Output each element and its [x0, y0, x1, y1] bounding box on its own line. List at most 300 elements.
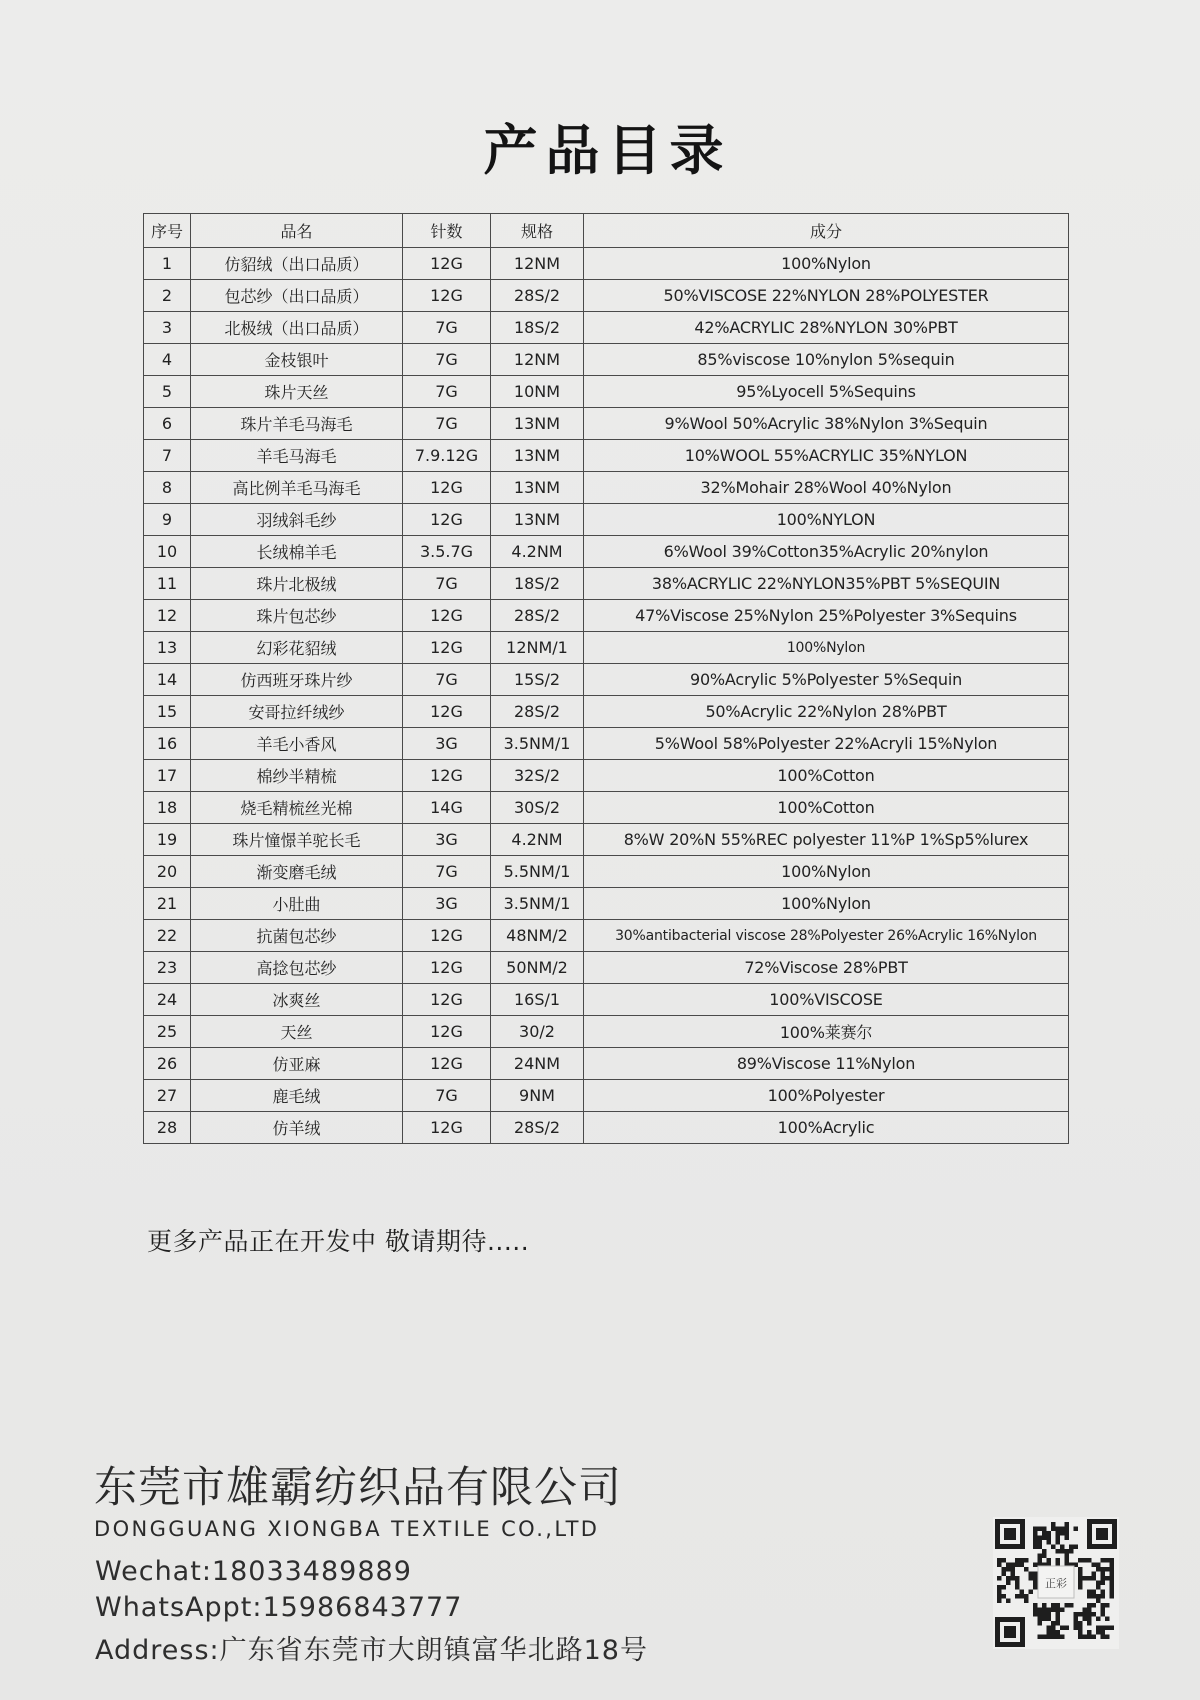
qr-module — [1056, 1612, 1061, 1617]
header-gauge: 针数 — [403, 214, 491, 248]
cell-spec: 13NM — [491, 440, 584, 472]
qr-module — [1020, 1594, 1025, 1599]
cell-gauge: 3G — [403, 824, 491, 856]
table-row — [144, 760, 1069, 792]
qr-module — [1047, 1626, 1052, 1631]
qr-module — [1033, 1572, 1038, 1577]
qr-module — [1110, 1567, 1115, 1572]
qr-module — [1033, 1540, 1038, 1545]
qr-module — [1002, 1585, 1007, 1590]
qr-module — [1033, 1531, 1038, 1536]
qr-module — [1015, 1581, 1020, 1586]
qr-module — [997, 1558, 1002, 1563]
qr-module — [1092, 1603, 1097, 1608]
table-row — [144, 1112, 1069, 1144]
qr-module — [1065, 1554, 1070, 1559]
cell-gauge: 3G — [403, 728, 491, 760]
cell-gauge: 12G — [403, 1112, 491, 1144]
cell-composition: 100%Nylon — [584, 888, 1069, 920]
cell-name: 包芯纱（出口品质） — [191, 280, 403, 312]
qr-module — [1033, 1603, 1038, 1608]
qr-module — [1065, 1603, 1070, 1608]
cell-gauge: 12G — [403, 760, 491, 792]
qr-module — [1096, 1626, 1101, 1631]
qr-module — [1069, 1603, 1074, 1608]
cell-composition: 9%Wool 50%Acrylic 38%Nylon 3%Sequin — [584, 408, 1069, 440]
cell-no: 21 — [144, 888, 191, 920]
address-contact: Address:广东省东莞市大朗镇富华北路18号 — [95, 1635, 648, 1666]
cell-composition: 95%Lyocell 5%Sequins — [584, 376, 1069, 408]
qr-module — [1110, 1563, 1115, 1568]
qr-module — [1006, 1567, 1011, 1572]
qr-module — [1060, 1608, 1065, 1613]
cell-name: 羊毛马海毛 — [191, 440, 403, 472]
qr-module — [1065, 1549, 1070, 1554]
qr-module — [1101, 1603, 1106, 1608]
cell-composition: 100%Nylon — [584, 856, 1069, 888]
qr-module — [1056, 1630, 1061, 1635]
more-products-note: 更多产品正在开发中 敬请期待..... — [147, 1227, 530, 1256]
table-row — [144, 888, 1069, 920]
qr-module — [1033, 1585, 1038, 1590]
qr-module — [1047, 1617, 1052, 1622]
cell-no: 20 — [144, 856, 191, 888]
qr-module — [1110, 1581, 1115, 1586]
cell-spec: 5.5NM/1 — [491, 856, 584, 888]
cell-no: 14 — [144, 664, 191, 696]
qr-module — [1101, 1558, 1106, 1563]
qr-module — [1083, 1635, 1088, 1640]
cell-gauge: 3.5.7G — [403, 536, 491, 568]
qr-module — [1078, 1621, 1083, 1626]
qr-module — [1056, 1549, 1061, 1554]
qr-code-icon — [993, 1517, 1119, 1649]
qr-module — [1033, 1527, 1038, 1532]
cell-composition: 38%ACRYLIC 22%NYLON35%PBT 5%SEQUIN — [584, 568, 1069, 600]
cell-name: 珠片包芯纱 — [191, 600, 403, 632]
cell-no: 2 — [144, 280, 191, 312]
qr-module — [1101, 1635, 1106, 1640]
qr-module — [1078, 1630, 1083, 1635]
qr-module — [1006, 1599, 1011, 1604]
table-row — [144, 536, 1069, 568]
table-row — [144, 376, 1069, 408]
qr-module — [1078, 1626, 1083, 1631]
table-header-row — [144, 214, 1069, 248]
qr-module — [1047, 1630, 1052, 1635]
table-row — [144, 504, 1069, 536]
qr-module — [1047, 1558, 1052, 1563]
qr-module — [1047, 1531, 1052, 1536]
qr-module — [1011, 1572, 1016, 1577]
qr-module — [1105, 1558, 1110, 1563]
cell-composition: 10%WOOL 55%ACRYLIC 35%NYLON — [584, 440, 1069, 472]
qr-module — [1105, 1635, 1110, 1640]
cell-composition: 5%Wool 58%Polyester 22%Acryli 15%Nylon — [584, 728, 1069, 760]
table-row — [144, 568, 1069, 600]
qr-module — [1065, 1626, 1070, 1631]
cell-name: 幻彩花貂绒 — [191, 632, 403, 664]
qr-module — [1069, 1549, 1074, 1554]
qr-module — [1096, 1594, 1101, 1599]
cell-composition: 32%Mohair 28%Wool 40%Nylon — [584, 472, 1069, 504]
cell-name: 仿亚麻 — [191, 1048, 403, 1080]
qr-module — [1101, 1612, 1106, 1617]
cell-name: 棉纱半精梳 — [191, 760, 403, 792]
cell-gauge: 12G — [403, 472, 491, 504]
cell-no: 11 — [144, 568, 191, 600]
whatsapp-contact: WhatsAppt:15986843777 — [95, 1592, 463, 1623]
qr-module — [1060, 1626, 1065, 1631]
cell-gauge: 12G — [403, 1048, 491, 1080]
cell-spec: 13NM — [491, 408, 584, 440]
qr-module — [1024, 1594, 1029, 1599]
qr-module — [1056, 1617, 1061, 1622]
qr-module — [1110, 1626, 1115, 1631]
cell-name: 小肚曲 — [191, 888, 403, 920]
cell-gauge: 7G — [403, 568, 491, 600]
qr-module — [1015, 1558, 1020, 1563]
cell-name: 高比例羊毛马海毛 — [191, 472, 403, 504]
cell-spec: 32S/2 — [491, 760, 584, 792]
cell-gauge: 12G — [403, 696, 491, 728]
table-row — [144, 408, 1069, 440]
qr-module — [1024, 1558, 1029, 1563]
qr-module — [1033, 1608, 1038, 1613]
table-row — [144, 440, 1069, 472]
qr-module — [1060, 1549, 1065, 1554]
cell-composition: 100%Nylon — [584, 632, 1069, 664]
cell-gauge: 3G — [403, 888, 491, 920]
qr-module — [1051, 1522, 1056, 1527]
cell-gauge: 12G — [403, 280, 491, 312]
qr-module — [1042, 1554, 1047, 1559]
qr-module — [1029, 1590, 1034, 1595]
cell-gauge: 7G — [403, 344, 491, 376]
cell-spec: 4.2NM — [491, 536, 584, 568]
qr-module — [1101, 1576, 1106, 1581]
cell-name: 金枝银叶 — [191, 344, 403, 376]
qr-module — [1015, 1594, 1020, 1599]
qr-module — [1002, 1594, 1007, 1599]
cell-spec: 9NM — [491, 1080, 584, 1112]
qr-module — [1096, 1630, 1101, 1635]
qr-module — [1051, 1621, 1056, 1626]
cell-spec: 4.2NM — [491, 824, 584, 856]
cell-no: 9 — [144, 504, 191, 536]
qr-module — [1024, 1567, 1029, 1572]
qr-module — [997, 1594, 1002, 1599]
qr-module — [1056, 1635, 1061, 1640]
qr-module — [1101, 1626, 1106, 1631]
table-row — [144, 728, 1069, 760]
cell-composition: 90%Acrylic 5%Polyester 5%Sequin — [584, 664, 1069, 696]
qr-module — [1033, 1536, 1038, 1541]
qr-module — [1047, 1635, 1052, 1640]
qr-module — [1002, 1567, 1007, 1572]
qr-module — [1042, 1536, 1047, 1541]
cell-composition: 100%Cotton — [584, 792, 1069, 824]
qr-module — [1078, 1576, 1083, 1581]
cell-gauge: 12G — [403, 1016, 491, 1048]
cell-composition: 72%Viscose 28%PBT — [584, 952, 1069, 984]
qr-module — [1078, 1585, 1083, 1590]
qr-module — [1096, 1567, 1101, 1572]
qr-module — [1110, 1576, 1115, 1581]
cell-no: 19 — [144, 824, 191, 856]
cell-name: 珠片北极绒 — [191, 568, 403, 600]
qr-module — [1038, 1558, 1043, 1563]
cell-gauge: 7G — [403, 376, 491, 408]
qr-module — [1078, 1581, 1083, 1586]
qr-module — [1033, 1581, 1038, 1586]
cell-name: 天丝 — [191, 1016, 403, 1048]
qr-module — [1038, 1608, 1043, 1613]
cell-no: 24 — [144, 984, 191, 1016]
cell-spec: 12NM — [491, 248, 584, 280]
qr-module — [1056, 1536, 1061, 1541]
qr-module — [1078, 1635, 1083, 1640]
qr-module — [1042, 1635, 1047, 1640]
cell-no: 1 — [144, 248, 191, 280]
header-composition: 成分 — [584, 214, 1069, 248]
qr-module — [1011, 1563, 1016, 1568]
qr-module — [1065, 1531, 1070, 1536]
qr-module — [1083, 1608, 1088, 1613]
qr-module — [1042, 1531, 1047, 1536]
qr-module — [1042, 1617, 1047, 1622]
cell-gauge: 12G — [403, 504, 491, 536]
qr-module — [1051, 1545, 1056, 1550]
qr-module — [1087, 1617, 1092, 1622]
table-row — [144, 472, 1069, 504]
cell-spec: 13NM — [491, 504, 584, 536]
cell-gauge: 12G — [403, 920, 491, 952]
qr-module — [997, 1563, 1002, 1568]
qr-module — [1051, 1635, 1056, 1640]
qr-module — [1092, 1563, 1097, 1568]
cell-name: 渐变磨毛绒 — [191, 856, 403, 888]
qr-module — [1087, 1576, 1092, 1581]
table-row — [144, 632, 1069, 664]
cell-no: 23 — [144, 952, 191, 984]
qr-module — [1096, 1585, 1101, 1590]
cell-no: 27 — [144, 1080, 191, 1112]
cell-gauge: 7G — [403, 856, 491, 888]
table-row — [144, 696, 1069, 728]
qr-module — [1087, 1594, 1092, 1599]
qr-module — [1083, 1617, 1088, 1622]
cell-name: 仿西班牙珠片纱 — [191, 664, 403, 696]
qr-module — [1056, 1540, 1061, 1545]
qr-module — [1083, 1576, 1088, 1581]
qr-module — [1051, 1630, 1056, 1635]
cell-no: 15 — [144, 696, 191, 728]
qr-module — [1092, 1572, 1097, 1577]
qr-module — [1051, 1626, 1056, 1631]
cell-composition: 50%VISCOSE 22%NYLON 28%POLYESTER — [584, 280, 1069, 312]
qr-module — [1074, 1612, 1079, 1617]
cell-spec: 3.5NM/1 — [491, 888, 584, 920]
cell-spec: 28S/2 — [491, 1112, 584, 1144]
qr-module — [1083, 1558, 1088, 1563]
cell-spec: 48NM/2 — [491, 920, 584, 952]
cell-no: 22 — [144, 920, 191, 952]
qr-module — [1056, 1603, 1061, 1608]
cell-spec: 12NM/1 — [491, 632, 584, 664]
qr-module — [1056, 1531, 1061, 1536]
qr-module — [1038, 1545, 1043, 1550]
cell-gauge: 12G — [403, 248, 491, 280]
qr-module — [1096, 1581, 1101, 1586]
qr-module — [1083, 1612, 1088, 1617]
qr-module — [1074, 1621, 1079, 1626]
qr-module — [1087, 1608, 1092, 1613]
qr-module — [1092, 1594, 1097, 1599]
cell-composition: 42%ACRYLIC 28%NYLON 30%PBT — [584, 312, 1069, 344]
cell-composition: 47%Viscose 25%Nylon 25%Polyester 3%Sequins — [584, 600, 1069, 632]
qr-module — [1056, 1621, 1061, 1626]
cell-spec: 24NM — [491, 1048, 584, 1080]
cell-no: 16 — [144, 728, 191, 760]
cell-no: 3 — [144, 312, 191, 344]
company-name-en: DONGGUANG XIONGBA TEXTILE CO.,LTD — [94, 1517, 600, 1541]
qr-module — [1011, 1576, 1016, 1581]
cell-no: 17 — [144, 760, 191, 792]
qr-module — [1038, 1540, 1043, 1545]
cell-spec: 15S/2 — [491, 664, 584, 696]
product-table — [143, 213, 1069, 1144]
cell-gauge: 7G — [403, 312, 491, 344]
table-row — [144, 920, 1069, 952]
qr-module — [1069, 1545, 1074, 1550]
qr-module — [1110, 1594, 1115, 1599]
cell-spec: 30S/2 — [491, 792, 584, 824]
qr-module — [1038, 1617, 1043, 1622]
cell-spec: 16S/1 — [491, 984, 584, 1016]
qr-module — [1074, 1545, 1079, 1550]
cell-composition: 89%Viscose 11%Nylon — [584, 1048, 1069, 1080]
qr-module — [1078, 1612, 1083, 1617]
cell-name: 珠片憧憬羊驼长毛 — [191, 824, 403, 856]
qr-module — [1042, 1608, 1047, 1613]
qr-module — [1060, 1527, 1065, 1532]
table-row — [144, 248, 1069, 280]
qr-module — [997, 1576, 1002, 1581]
qr-module — [1092, 1612, 1097, 1617]
cell-spec: 3.5NM/1 — [491, 728, 584, 760]
qr-module — [1038, 1527, 1043, 1532]
qr-module — [1060, 1531, 1065, 1536]
qr-module — [1038, 1554, 1043, 1559]
cell-name: 北极绒（出口品质） — [191, 312, 403, 344]
cell-no: 28 — [144, 1112, 191, 1144]
table-body — [144, 248, 1069, 1144]
qr-module — [1042, 1603, 1047, 1608]
qr-module — [1042, 1612, 1047, 1617]
qr-module — [1060, 1545, 1065, 1550]
cell-spec: 28S/2 — [491, 600, 584, 632]
cell-no: 7 — [144, 440, 191, 472]
cell-gauge: 12G — [403, 600, 491, 632]
qr-module — [1056, 1527, 1061, 1532]
qr-module — [1101, 1608, 1106, 1613]
header-spec: 规格 — [491, 214, 584, 248]
qr-module — [1087, 1603, 1092, 1608]
qr-module — [1038, 1635, 1043, 1640]
table-row — [144, 856, 1069, 888]
qr-module — [1042, 1549, 1047, 1554]
cell-spec: 13NM — [491, 472, 584, 504]
cell-spec: 18S/2 — [491, 568, 584, 600]
qr-module — [1078, 1558, 1083, 1563]
qr-module — [1006, 1576, 1011, 1581]
qr-module — [1060, 1635, 1065, 1640]
cell-gauge: 12G — [403, 952, 491, 984]
cell-composition: 100%Polyester — [584, 1080, 1069, 1112]
qr-module — [1087, 1558, 1092, 1563]
cell-composition: 30%antibacterial viscose 28%Polyester 26%Acrylic 16%Nylon — [584, 920, 1069, 952]
qr-module — [1065, 1536, 1070, 1541]
qr-module — [1015, 1563, 1020, 1568]
qr-module — [1087, 1612, 1092, 1617]
qr-module — [1002, 1572, 1007, 1577]
qr-module — [997, 1585, 1002, 1590]
cell-spec: 28S/2 — [491, 696, 584, 728]
cell-name: 仿貂绒（出口品质） — [191, 248, 403, 280]
table-row — [144, 1048, 1069, 1080]
qr-module — [1051, 1527, 1056, 1532]
cell-no: 6 — [144, 408, 191, 440]
header-no: 序号 — [144, 214, 191, 248]
qr-module — [1096, 1599, 1101, 1604]
qr-center-label: 正彩 — [1045, 1577, 1067, 1590]
qr-module — [1074, 1527, 1079, 1532]
qr-module — [1087, 1630, 1092, 1635]
cell-name: 冰爽丝 — [191, 984, 403, 1016]
page-title: 产品目录 — [483, 118, 732, 182]
qr-module — [1033, 1563, 1038, 1568]
table-row — [144, 664, 1069, 696]
cell-gauge: 7G — [403, 1080, 491, 1112]
qr-module — [1047, 1536, 1052, 1541]
qr-module — [1011, 1567, 1016, 1572]
qr-module — [1074, 1626, 1079, 1631]
table-row — [144, 792, 1069, 824]
qr-module — [1065, 1527, 1070, 1532]
cell-no: 26 — [144, 1048, 191, 1080]
qr-module — [1105, 1617, 1110, 1622]
cell-no: 25 — [144, 1016, 191, 1048]
cell-spec: 50NM/2 — [491, 952, 584, 984]
qr-module — [1110, 1590, 1115, 1595]
qr-module — [1087, 1635, 1092, 1640]
qr-module — [1015, 1585, 1020, 1590]
qr-module — [1092, 1635, 1097, 1640]
qr-module — [1038, 1536, 1043, 1541]
qr-module — [1101, 1630, 1106, 1635]
table-row — [144, 312, 1069, 344]
cell-gauge: 12G — [403, 632, 491, 664]
qr-module — [1020, 1590, 1025, 1595]
cell-spec: 10NM — [491, 376, 584, 408]
qr-module — [1029, 1576, 1034, 1581]
qr-module — [1101, 1567, 1106, 1572]
qr-module — [1006, 1581, 1011, 1586]
cell-name: 安哥拉纤绒纱 — [191, 696, 403, 728]
qr-module — [1105, 1567, 1110, 1572]
qr-module — [1020, 1563, 1025, 1568]
